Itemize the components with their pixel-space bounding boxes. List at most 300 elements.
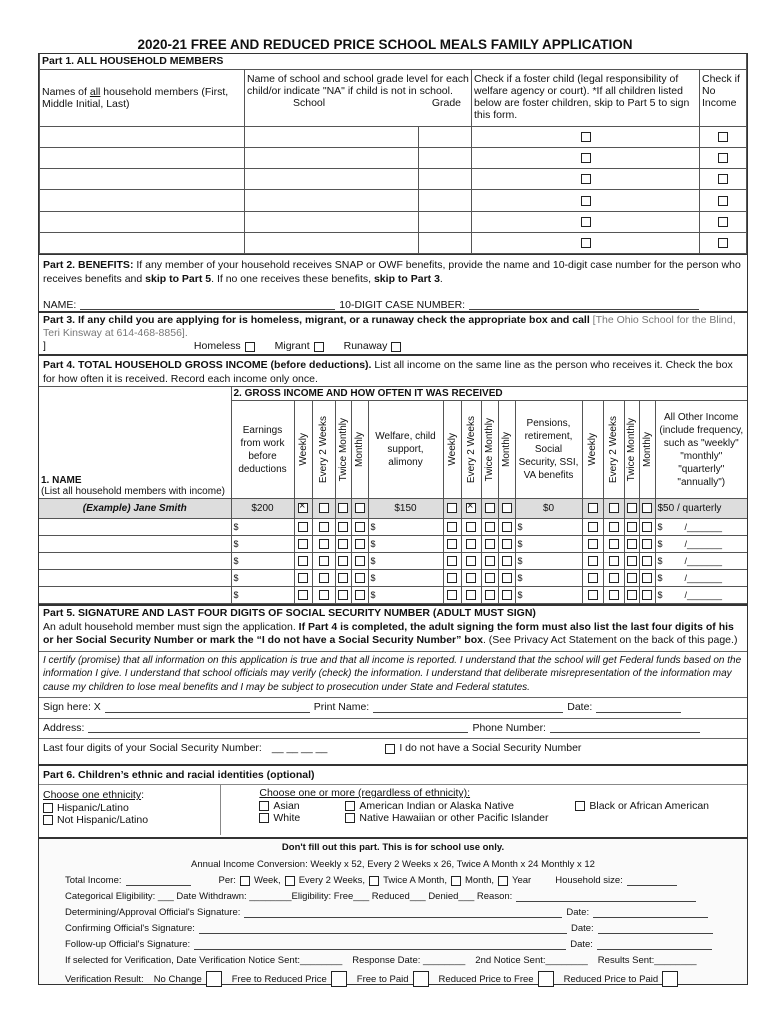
earnings-weekly-checkbox[interactable] — [298, 556, 308, 566]
welfare-twice-monthly-checkbox[interactable] — [485, 573, 495, 583]
part3-contact: [The Ohio School for the Blind, Teri Kinsway at 614-468-8856]. — [43, 314, 736, 339]
frequency-cell — [498, 570, 515, 587]
school-field[interactable] — [245, 211, 419, 232]
frequency-cell — [582, 519, 603, 536]
frequency-cell — [582, 536, 603, 553]
no-income-checkbox[interactable] — [718, 174, 728, 184]
frequency-cell — [582, 570, 603, 587]
other-income-field[interactable] — [655, 570, 747, 587]
household-member-row — [40, 211, 747, 232]
runaway-checkbox[interactable] — [391, 342, 401, 352]
other-income-field[interactable] — [655, 519, 747, 536]
dollar-sign: $ — [657, 590, 663, 600]
welfare-twice-monthly-checkbox[interactable] — [485, 539, 495, 549]
income-member-name-field[interactable] — [39, 536, 231, 553]
pensions-twice-monthly-checkbox[interactable] — [627, 573, 637, 583]
pensions-every-2-weeks-checkbox[interactable] — [609, 590, 619, 600]
benefits-name-field[interactable] — [80, 300, 335, 310]
frequency-cell — [461, 553, 481, 570]
pensions-twice-monthly-checkbox[interactable] — [627, 522, 637, 532]
freq-every-2-weeks-label: Every 2 Weeks — [608, 415, 619, 484]
white-checkbox[interactable] — [259, 813, 269, 823]
frequency-cell — [312, 536, 335, 553]
freq-monthly-label: Monthly — [501, 431, 512, 467]
welfare-monthly-checkbox[interactable] — [502, 590, 512, 600]
welfare-twice-monthly-checkbox[interactable] — [485, 590, 495, 600]
pensions-twice-monthly-checkbox[interactable] — [627, 590, 637, 600]
earnings-weekly-checkbox[interactable] — [298, 590, 308, 600]
frequency-cell — [294, 519, 312, 536]
school-field[interactable] — [245, 147, 419, 168]
per-every-2-weeks-label: Every 2 Weeks, — [298, 875, 366, 886]
no-income-checkbox[interactable] — [718, 153, 728, 163]
american-indian-checkbox[interactable] — [345, 801, 355, 811]
signature-field[interactable] — [105, 703, 310, 713]
frequency-cell — [603, 536, 624, 553]
earnings-monthly-checkbox[interactable] — [355, 573, 365, 583]
per-every-2-weeks-checkbox[interactable] — [285, 876, 295, 886]
certification-text: I certify (promise) that all information on this application is true and that all income is reported. I understand that the school will get Federal funds based on the information I give. I understand that school officials may verify (check) the information. I understand that deliberate misrepresentation of the information may cause my children to lose meal benefits and I may be subject to prosecution under State and Federal statutes. — [39, 651, 747, 698]
welfare-weekly-checkbox[interactable] — [447, 522, 457, 532]
frequency-blank: /_______ — [684, 539, 723, 549]
verification-option-checkbox[interactable] — [206, 971, 222, 987]
foster-cell — [472, 232, 700, 253]
pensions-monthly-checkbox[interactable] — [642, 522, 652, 532]
reason-field[interactable] — [516, 892, 696, 902]
ssn-label: Last four digits of your Social Security Number: — [43, 742, 262, 754]
page-title: 2020-21 FREE AND REDUCED PRICE SCHOOL MEALS FAMILY APPLICATION — [137, 37, 633, 52]
asian-checkbox[interactable] — [259, 801, 269, 811]
no-income-cell — [700, 190, 747, 211]
earnings-twice-monthly-checkbox[interactable] — [338, 573, 348, 583]
no-income-checkbox[interactable] — [718, 238, 728, 248]
income-member-name-field[interactable] — [39, 570, 231, 587]
frequency-cell — [443, 570, 461, 587]
income-row — [39, 553, 747, 570]
freq-twice-monthly-label: Twice Monthly — [337, 417, 349, 482]
member-name-field[interactable] — [40, 126, 245, 147]
part1-heading: Part 1. ALL HOUSEHOLD MEMBERS — [42, 55, 224, 68]
followup-signature-field[interactable] — [194, 940, 566, 950]
foster-checkbox[interactable] — [581, 132, 591, 142]
welfare-amount-field[interactable]: $ — [368, 570, 443, 587]
freq-weekly-label: Weekly — [587, 433, 598, 466]
frequency-blank: /_______ — [684, 590, 723, 600]
frequency-cell — [335, 536, 351, 553]
other-income-field[interactable] — [655, 553, 747, 570]
ssn-field[interactable]: __ __ __ __ — [271, 742, 328, 754]
confirming-signature-label: Confirming Official's Signature: — [65, 923, 195, 934]
frequency-cell — [624, 499, 639, 519]
followup-signature-label: Follow-up Official's Signature: — [65, 939, 191, 950]
followup-date-field[interactable] — [597, 940, 712, 950]
part4-text: Part 4. TOTAL HOUSEHOLD GROSS INCOME (before deductions). List all income on the same line as the person who receives it. Check the box for how often it is received. Record each income only once. — [43, 359, 733, 385]
earnings-column-header: Earnings from work before deductions — [231, 401, 294, 499]
race-label: Choose one or more (regardless of ethnicity): — [259, 787, 471, 799]
not-hispanic-label: Not Hispanic/Latino — [57, 814, 149, 826]
welfare-weekly-checkbox[interactable] — [447, 539, 457, 549]
member-name-field[interactable] — [40, 190, 245, 211]
grade-field[interactable] — [419, 190, 472, 211]
freq-twice-monthly-label: Twice Monthly — [484, 417, 495, 482]
determining-signature-field[interactable] — [244, 908, 562, 918]
foster-checkbox[interactable] — [581, 174, 591, 184]
school-field[interactable] — [245, 169, 419, 190]
case-number-field[interactable] — [469, 300, 699, 310]
pensions-every-2-weeks-checkbox[interactable] — [609, 539, 619, 549]
earnings-monthly-checkbox[interactable] — [355, 556, 365, 566]
foster-cell — [472, 126, 700, 147]
black-checkbox[interactable] — [575, 801, 585, 811]
grade-field[interactable] — [419, 147, 472, 168]
pensions-weekly-checkbox[interactable] — [588, 590, 598, 600]
household-size-label: Household size: — [555, 875, 623, 886]
earnings-twice-monthly-checkbox[interactable] — [338, 539, 348, 549]
verification-option-checkbox[interactable] — [331, 971, 347, 987]
verification-option-label: No Change — [153, 973, 202, 985]
part1-section — [38, 53, 748, 255]
frequency-cell — [639, 587, 655, 604]
dollar-sign: $ — [657, 573, 663, 583]
names-column-header: Names of all household members (First, Middle Initial, Last) — [40, 69, 245, 126]
total-income-field[interactable] — [126, 876, 191, 886]
frequency-cell — [461, 570, 481, 587]
school-field[interactable] — [245, 126, 419, 147]
verification-option-label: Free to Paid — [356, 973, 409, 985]
frequency-cell — [582, 587, 603, 604]
earnings-every-2-weeks-checkbox[interactable] — [319, 539, 329, 549]
earnings-amount-field[interactable]: $ — [231, 570, 294, 587]
welfare-every-2-weeks-checkbox[interactable] — [466, 522, 476, 532]
frequency-cell — [335, 570, 351, 587]
frequency-cell — [461, 519, 481, 536]
other-income-field[interactable] — [655, 536, 747, 553]
pensions-every-2-weeks-checkbox[interactable] — [609, 556, 619, 566]
welfare-monthly-checkbox[interactable] — [502, 556, 512, 566]
earnings-twice-monthly-checkbox[interactable] — [338, 590, 348, 600]
pensions-monthly-checkbox[interactable] — [642, 539, 652, 549]
frequency-cell — [603, 570, 624, 587]
eligibility-line: Categorical Eligibility: ___ Date Withdrawn: ________Eligibility: Free___ Reduced___ Denied___ Reason: — [65, 891, 513, 902]
earnings-weekly-checkbox[interactable] — [298, 522, 308, 532]
dollar-sign: $ — [657, 522, 663, 532]
school-field[interactable] — [245, 190, 419, 211]
determining-date-field[interactable] — [593, 908, 708, 918]
example-twice-monthly-checkbox — [627, 503, 637, 513]
migrant-checkbox[interactable] — [314, 342, 324, 352]
freq-twice-monthly-label: Twice Monthly — [626, 417, 637, 482]
print-name-field[interactable] — [373, 703, 563, 713]
frequency-cell — [603, 587, 624, 604]
pensions-amount-field[interactable]: $ — [515, 536, 582, 553]
frequency-cell — [624, 587, 639, 604]
frequency-header — [481, 401, 498, 499]
gross-income-heading: 2. GROSS INCOME AND HOW OFTEN IT WAS RECEIVED — [233, 388, 503, 399]
welfare-every-2-weeks-checkbox[interactable] — [466, 556, 476, 566]
frequency-header — [294, 401, 312, 499]
per-month-checkbox[interactable] — [451, 876, 461, 886]
per-year-checkbox[interactable] — [498, 876, 508, 886]
freq-weekly-label: Weekly — [297, 433, 309, 466]
bracket: ] — [43, 340, 46, 352]
frequency-cell — [294, 499, 312, 519]
frequency-cell — [312, 499, 335, 519]
frequency-cell — [351, 519, 368, 536]
frequency-cell — [639, 553, 655, 570]
migrant-label: Migrant — [274, 340, 310, 352]
part5-section — [38, 605, 748, 765]
income-conversion: Annual Income Conversion: Weekly x 52, Every 2 Weeks x 26, Twice A Month x 24 Monthly x 12 — [191, 859, 595, 870]
frequency-cell — [312, 587, 335, 604]
no-income-checkbox[interactable] — [718, 217, 728, 227]
pensions-weekly-checkbox[interactable] — [588, 522, 598, 532]
welfare-monthly-checkbox[interactable] — [502, 522, 512, 532]
verification-option-label: Free to Reduced Price — [231, 973, 327, 985]
welfare-amount-field[interactable]: $ — [368, 587, 443, 604]
household-member-row — [40, 190, 747, 211]
household-member-row — [40, 169, 747, 190]
school-use-heading: Don't fill out this part. This is for school use only. — [281, 842, 505, 853]
earnings-weekly-checkbox[interactable] — [298, 573, 308, 583]
member-name-field[interactable] — [40, 147, 245, 168]
phone-field[interactable] — [550, 723, 700, 733]
pensions-weekly-checkbox[interactable] — [588, 539, 598, 549]
frequency-cell — [294, 587, 312, 604]
member-name-field[interactable] — [40, 169, 245, 190]
welfare-amount-field[interactable]: $ — [368, 536, 443, 553]
earnings-twice-monthly-checkbox[interactable] — [338, 522, 348, 532]
example-other: $50 / quarterly — [655, 499, 747, 519]
welfare-amount-field[interactable]: $ — [368, 553, 443, 570]
other-income-field[interactable] — [655, 587, 747, 604]
member-name-field[interactable] — [40, 211, 245, 232]
frequency-cell — [481, 587, 498, 604]
frequency-cell — [335, 519, 351, 536]
white-label: White — [273, 812, 301, 824]
frequency-cell — [481, 536, 498, 553]
example-weekly-checkbox — [447, 503, 457, 513]
income-member-name-field[interactable] — [39, 519, 231, 536]
frequency-blank: /_______ — [684, 573, 723, 583]
no-income-checkbox[interactable] — [718, 196, 728, 206]
hispanic-checkbox[interactable] — [43, 803, 53, 813]
pensions-amount-field[interactable]: $ — [515, 519, 582, 536]
welfare-twice-monthly-checkbox[interactable] — [485, 556, 495, 566]
frequency-cell — [481, 519, 498, 536]
foster-cell — [472, 190, 700, 211]
earnings-weekly-checkbox[interactable] — [298, 539, 308, 549]
no-income-cell — [700, 211, 747, 232]
grade-field[interactable] — [419, 126, 472, 147]
per-twice-month-checkbox[interactable] — [369, 876, 379, 886]
address-label: Address: — [43, 721, 85, 734]
pensions-every-2-weeks-checkbox[interactable] — [609, 522, 619, 532]
earnings-every-2-weeks-checkbox[interactable] — [319, 522, 329, 532]
per-week-checkbox[interactable] — [240, 876, 250, 886]
pensions-amount-field[interactable]: $ — [515, 587, 582, 604]
pensions-amount-field[interactable]: $ — [515, 570, 582, 587]
frequency-header — [312, 401, 335, 499]
verification-option-label: Reduced Price to Paid — [563, 973, 659, 985]
frequency-header — [498, 401, 515, 499]
household-size-field[interactable] — [627, 876, 677, 886]
welfare-monthly-checkbox[interactable] — [502, 573, 512, 583]
example-earnings: $200 — [231, 499, 294, 519]
address-field[interactable] — [88, 723, 468, 733]
verification-option-checkbox[interactable] — [413, 971, 429, 987]
welfare-every-2-weeks-checkbox[interactable] — [466, 590, 476, 600]
no-ssn-checkbox[interactable] — [385, 744, 395, 754]
example-every-2-weeks-checkbox — [319, 503, 329, 513]
welfare-every-2-weeks-checkbox[interactable] — [466, 573, 476, 583]
name-column-header: 1. NAME — [41, 475, 82, 486]
earnings-monthly-checkbox[interactable] — [355, 539, 365, 549]
frequency-header — [582, 401, 603, 499]
pensions-every-2-weeks-checkbox[interactable] — [609, 573, 619, 583]
no-ssn-label: I do not have a Social Security Number — [399, 742, 582, 754]
earnings-every-2-weeks-checkbox[interactable] — [319, 590, 329, 600]
household-member-row — [40, 232, 747, 253]
frequency-blank: /_______ — [684, 556, 723, 566]
pensions-monthly-checkbox[interactable] — [642, 590, 652, 600]
frequency-cell — [498, 499, 515, 519]
not-hispanic-checkbox[interactable] — [43, 815, 53, 825]
foster-checkbox[interactable] — [581, 153, 591, 163]
example-monthly-checkbox — [355, 503, 365, 513]
confirming-date-field[interactable] — [598, 924, 713, 934]
frequency-cell — [443, 587, 461, 604]
earnings-monthly-checkbox[interactable] — [355, 590, 365, 600]
foster-column-header: Check if a foster child (legal responsibility of welfare agency or court). *If all children listed below are foster children, skip to Part 5 to sign this form. — [472, 69, 700, 126]
frequency-cell — [639, 570, 655, 587]
frequency-cell — [498, 587, 515, 604]
pensions-monthly-checkbox[interactable] — [642, 573, 652, 583]
no-income-cell — [700, 126, 747, 147]
frequency-cell — [498, 519, 515, 536]
income-row — [39, 570, 747, 587]
verification-option-checkbox[interactable] — [662, 971, 678, 987]
part2-section — [38, 255, 748, 312]
earnings-amount-field[interactable]: $ — [231, 519, 294, 536]
frequency-header — [461, 401, 481, 499]
frequency-cell — [335, 553, 351, 570]
frequency-cell — [639, 519, 655, 536]
frequency-cell — [639, 536, 655, 553]
frequency-cell — [624, 553, 639, 570]
date-label: Date: — [570, 923, 594, 934]
example-monthly-checkbox — [642, 503, 652, 513]
welfare-weekly-checkbox[interactable] — [447, 573, 457, 583]
earnings-twice-monthly-checkbox[interactable] — [338, 556, 348, 566]
welfare-amount-field[interactable]: $ — [368, 519, 443, 536]
per-year-label: Year — [512, 875, 532, 886]
frequency-cell — [312, 519, 335, 536]
part2-text: Part 2. BENEFITS: If any member of your household receives SNAP or OWF benefits, provide the name and 10-digit case number for the person who receives benefits and skip to Part 5. If no one receives these benefits, skip to Part 3. — [43, 259, 741, 285]
part3-section — [38, 312, 748, 355]
pensions-amount-field[interactable]: $ — [515, 553, 582, 570]
foster-checkbox[interactable] — [581, 217, 591, 227]
frequency-header — [603, 401, 624, 499]
verification-option-checkbox[interactable] — [538, 971, 554, 987]
frequency-cell — [443, 553, 461, 570]
pensions-twice-monthly-checkbox[interactable] — [627, 556, 637, 566]
frequency-cell — [294, 536, 312, 553]
pensions-weekly-checkbox[interactable] — [588, 573, 598, 583]
freq-monthly-label: Monthly — [641, 431, 653, 467]
grade-field[interactable] — [419, 169, 472, 190]
pensions-column-header: Pensions, retirement, Social Security, SSI, VA benefits — [515, 401, 582, 499]
no-income-checkbox[interactable] — [718, 132, 728, 142]
earnings-every-2-weeks-checkbox[interactable] — [319, 573, 329, 583]
welfare-monthly-checkbox[interactable] — [502, 539, 512, 549]
welfare-every-2-weeks-checkbox[interactable] — [466, 539, 476, 549]
dollar-sign: $ — [657, 539, 663, 549]
pensions-weekly-checkbox[interactable] — [588, 556, 598, 566]
foster-cell — [472, 211, 700, 232]
income-row — [39, 587, 747, 604]
frequency-cell — [335, 587, 351, 604]
phone-label: Phone Number: — [472, 721, 546, 734]
foster-checkbox[interactable] — [581, 196, 591, 206]
school-field[interactable] — [245, 232, 419, 253]
welfare-twice-monthly-checkbox[interactable] — [485, 522, 495, 532]
name-column-sub: (List all household members with income) — [41, 486, 225, 497]
example-every-2-weeks-checkbox — [609, 503, 619, 513]
homeless-checkbox[interactable] — [245, 342, 255, 352]
earnings-every-2-weeks-checkbox[interactable] — [319, 556, 329, 566]
earnings-amount-field[interactable]: $ — [231, 536, 294, 553]
pensions-twice-monthly-checkbox[interactable] — [627, 539, 637, 549]
foster-checkbox[interactable] — [581, 238, 591, 248]
frequency-cell — [312, 570, 335, 587]
frequency-cell — [351, 570, 368, 587]
income-member-name-field[interactable] — [39, 553, 231, 570]
part6-heading: Part 6. Children’s ethnic and racial identities (optional) — [43, 769, 315, 781]
runaway-label: Runaway — [343, 340, 388, 352]
welfare-weekly-checkbox[interactable] — [447, 556, 457, 566]
frequency-cell — [582, 499, 603, 519]
frequency-header — [624, 401, 639, 499]
frequency-cell — [351, 587, 368, 604]
example-twice-monthly-checkbox — [338, 503, 348, 513]
grade-field[interactable] — [419, 232, 472, 253]
date-field[interactable] — [596, 703, 681, 713]
frequency-cell — [461, 499, 481, 519]
confirming-signature-field[interactable] — [199, 924, 567, 934]
earnings-amount-field[interactable]: $ — [231, 553, 294, 570]
earnings-monthly-checkbox[interactable] — [355, 522, 365, 532]
homeless-label: Homeless — [193, 340, 241, 352]
frequency-header — [639, 401, 655, 499]
freq-every-2-weeks-label: Every 2 Weeks — [318, 415, 329, 484]
household-member-row — [40, 147, 747, 168]
frequency-cell — [624, 570, 639, 587]
determining-signature-label: Determining/Approval Official's Signature: — [65, 907, 241, 918]
frequency-cell — [294, 553, 312, 570]
welfare-weekly-checkbox[interactable] — [447, 590, 457, 600]
income-member-name-field[interactable] — [39, 587, 231, 604]
native-hawaiian-checkbox[interactable] — [345, 813, 355, 823]
foster-cell — [472, 169, 700, 190]
example-monthly-checkbox — [502, 503, 512, 513]
example-twice-monthly-checkbox — [485, 503, 495, 513]
print-name-label: Print Name: — [313, 701, 370, 713]
school-use-section — [38, 838, 748, 985]
member-name-field[interactable] — [40, 232, 245, 253]
grade-field[interactable] — [419, 211, 472, 232]
earnings-amount-field[interactable]: $ — [231, 587, 294, 604]
pensions-monthly-checkbox[interactable] — [642, 556, 652, 566]
